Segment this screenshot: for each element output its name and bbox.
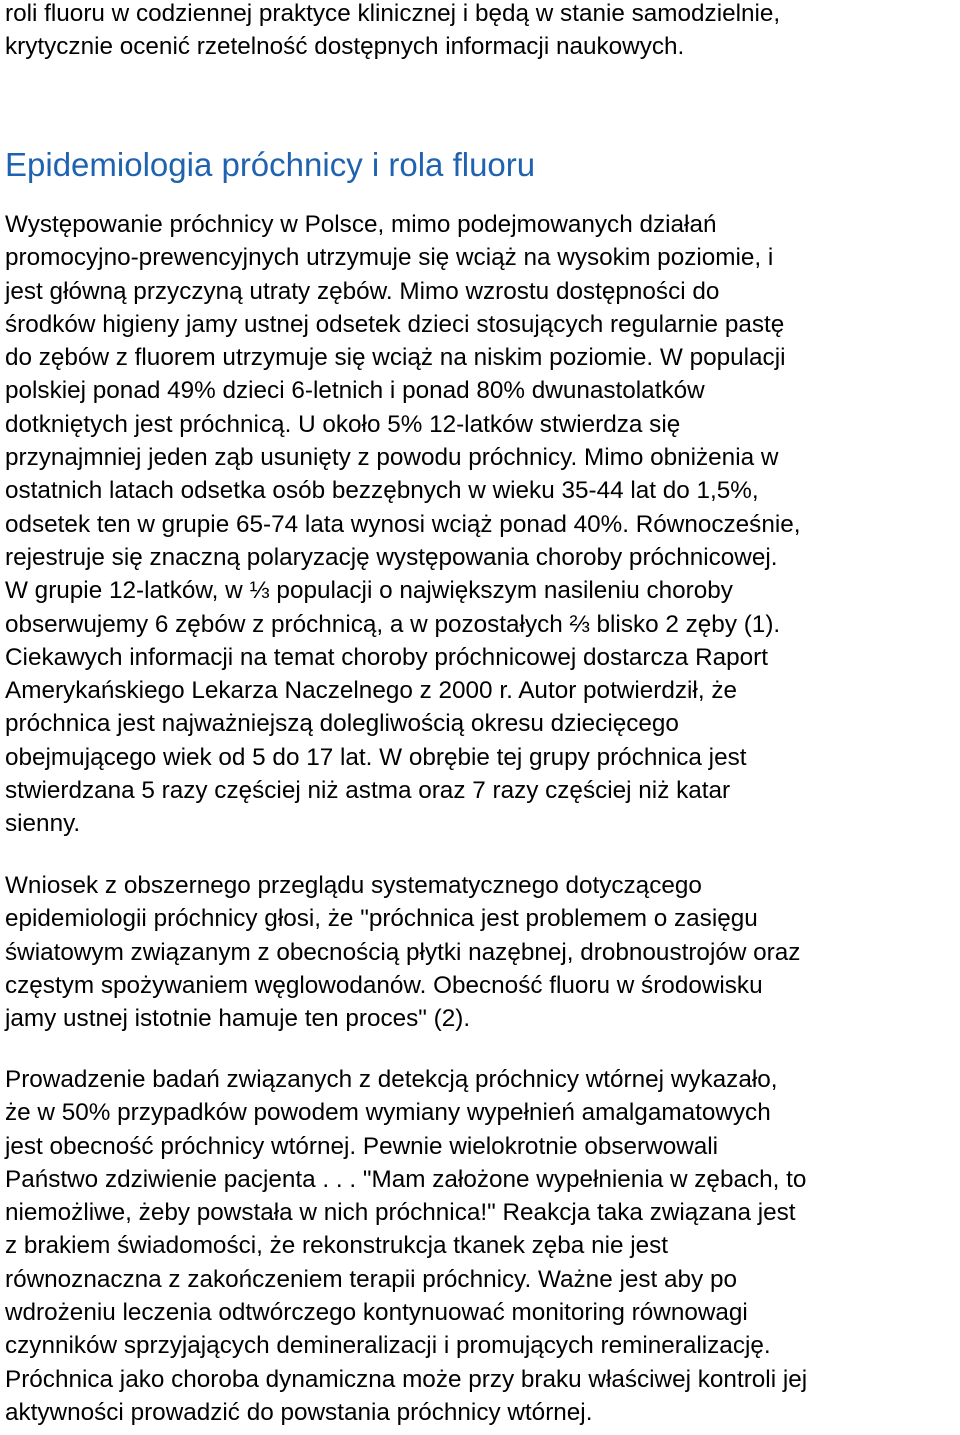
paragraph-epidemiology: Występowanie próchnicy w Polsce, mimo podejmowanych działań promocyjno-prewencyjnych utrzymuje się wciąż na wysokim poziomie, i jest główną przyczyną utraty zębów. Mimo wzrostu dostępności do środków higieny jamy ustnej odsetek dzieci stosujących regularnie pastę do zębów z fluorem utrzymuje się wciąż na niskim poziomie. W populacji polskiej ponad 49% dzieci 6-letnich i ponad 80% dwunastolatków dotkniętych jest próchnicą. U około 5% 12-latków stwierdza się przynajmniej jeden ząb usunięty z powodu próchnicy. Mimo obniżenia w ostatnich latach odsetka osób bezzębnych w wieku 35-44 lat do 1,5%, odsetek ten w grupie 65-74 lata wynosi wciąż ponad 40%. Równocześnie, rejestruje się znaczną polaryzację występowania choroby próchnicowej. W grupie 12-latków, w ⅓ populacji o największym nasileniu choroby obserwujemy 6 zębów z próchnicą, a w pozostałych ⅔ blisko 2 zęby (1). Ciekawych informacji na temat choroby próchnicowej dostarcza Raport Amerykańskiego Lekarza Naczelnego z 2000 r. Autor potwierdził, że próchnica jest najważniejszą dolegliwością okresu dziecięcego obejmującego wiek od 5 do 17 lat. W obrębie tej grupy próchnica jest stwierdzana 5 razy częściej niż astma oraz 7 razy częściej niż katar sienny. <box>5 211 801 838</box>
paragraph-secondary-caries: Prowadzenie badań związanych z detekcją próchnicy wtórnej wykazało, że w 50% przypadków powodem wymiany wypełnień amalgamatowych jest obecność próchnicy wtórnej. Pewnie wielokrotnie obserwowali Państwo zdziwienie pacjenta . . . "Mam założone wypełnienia w zębach, to niemożliwe, żeby powstała w nich próchnica!" Reakcja taka związana jest z brakiem świadomości, że rekonstrukcja tkanek zęba nie jest równoznaczna z zakończeniem terapii próchnicy. Ważne jest aby po wdrożeniu leczenia odtwórczego kontynuować monitoring równowagi czynników sprzyjających demineralizacji i promujących remineralizację. Próchnica jako choroba dynamiczna może przy braku właściwej kontroli jej aktywności prowadzić do powstania próchnicy wtórnej. <box>5 1066 808 1426</box>
document-page <box>5 0 960 1426</box>
intro-paragraph-fragment: roli fluoru w codziennej praktyce klinicznej i będą w stanie samodzielnie, krytycznie ocenić rzetelność dostępnych informacji naukowych. <box>5 0 781 61</box>
paragraph-systematic-review: Wniosek z obszernego przeglądu systematycznego dotyczącego epidemiologii próchnicy głosi, że "próchnica jest problemem o zasięgu światowym związanym z obecnością płytki nazębnej, drobnoustrojów oraz częstym spożywaniem węglowodanów. Obecność fluoru w środowisku jamy ustnej istotnie hamuje ten proces" (2). <box>5 872 801 1033</box>
section-heading: Epidemiologia próchnicy i rola fluoru <box>5 146 536 183</box>
